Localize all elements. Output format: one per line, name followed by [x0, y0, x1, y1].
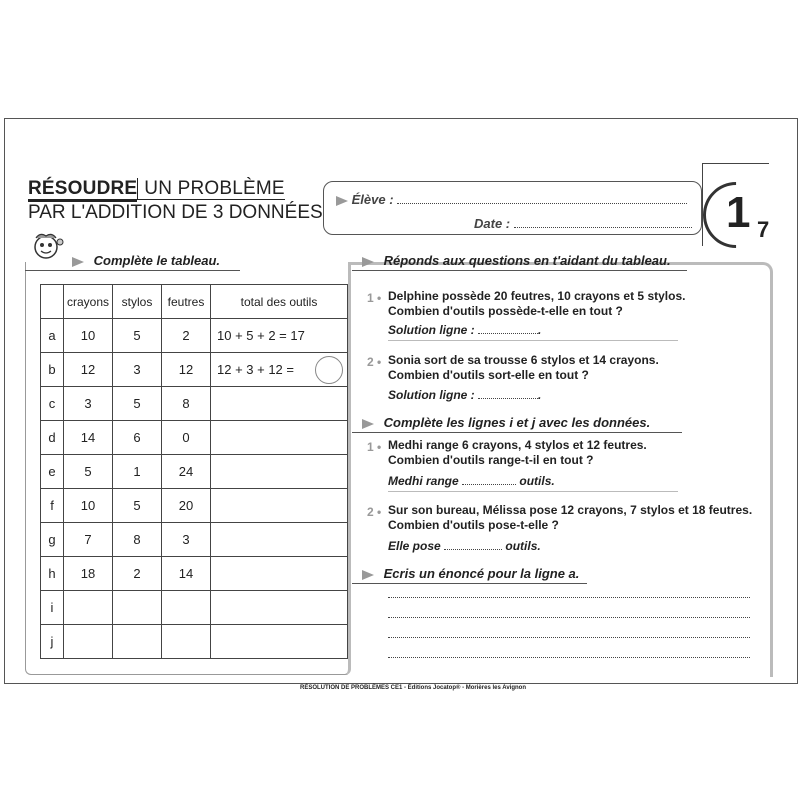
total-cell[interactable] [211, 421, 348, 455]
question-number: 1 [367, 291, 374, 305]
crayons-cell: 18 [64, 557, 113, 591]
student-name-field[interactable] [397, 194, 687, 204]
row-label-cell: g [41, 523, 64, 557]
stylos-cell [113, 591, 162, 625]
answer-label: Elle pose [388, 539, 441, 553]
divider [388, 340, 678, 341]
total-cell[interactable] [211, 455, 348, 489]
table-row [41, 591, 348, 625]
crayons-cell: 10 [64, 489, 113, 523]
table-header-row [41, 285, 348, 319]
stylos-cell: 5 [113, 319, 162, 353]
stylos-cell: 1 [113, 455, 162, 489]
question-line: Medhi range 6 crayons, 4 stylos et 12 feutres. [388, 438, 647, 452]
arrow-icon [362, 257, 374, 267]
answer-label: Solution ligne : [388, 323, 475, 337]
feutres-cell: 8 [162, 387, 211, 421]
question-3-text [388, 438, 647, 468]
question-4: 2 • [367, 505, 382, 519]
stylos-cell: 3 [113, 353, 162, 387]
feutres-cell: 20 [162, 489, 211, 523]
section1-title-text: Réponds aux questions en t'aidant du tableau. [383, 253, 671, 268]
stylos-cell [113, 625, 162, 659]
feutres-cell [162, 625, 211, 659]
total-cell[interactable]: 12 + 3 + 12 = [211, 353, 348, 387]
question-line: Sur son bureau, Mélissa pose 12 crayons, 7 stylos et 18 feutres. [388, 503, 753, 517]
divider [388, 491, 678, 492]
row-label-cell: a [41, 319, 64, 353]
row-label-cell: b [41, 353, 64, 387]
total-cell[interactable] [211, 591, 348, 625]
crayons-cell: 5 [64, 455, 113, 489]
section2-title-text: Complète les lignes i et j avec les données. [383, 415, 651, 430]
arrow-icon [362, 570, 374, 580]
row-label-cell: j [41, 625, 64, 659]
feutres-cell: 3 [162, 523, 211, 557]
stylos-cell: 6 [113, 421, 162, 455]
section1-underline [352, 270, 687, 271]
table-row [41, 557, 348, 591]
row-label-cell: d [41, 421, 64, 455]
crayons-cell [64, 591, 113, 625]
left-underline [25, 270, 240, 271]
row-label-cell: h [41, 557, 64, 591]
question-line: Combien d'outils possède-t-elle en tout ? [388, 304, 623, 318]
total-cell[interactable] [211, 523, 348, 557]
writing-line[interactable] [388, 617, 750, 618]
title-bold: RÉSOUDRE [28, 178, 137, 202]
table-row [41, 387, 348, 421]
writing-line[interactable] [388, 597, 750, 598]
question-1: 1 • [367, 291, 382, 305]
total-cell[interactable]: 10 + 5 + 2 = 17 [211, 319, 348, 353]
feutres-cell: 2 [162, 319, 211, 353]
question-2-text [388, 353, 659, 383]
student-name-row [336, 192, 687, 207]
question-number: 2 [367, 355, 374, 369]
total-cell[interactable] [211, 625, 348, 659]
crayons-cell: 10 [64, 319, 113, 353]
crayons-cell: 3 [64, 387, 113, 421]
stylos-cell: 8 [113, 523, 162, 557]
total-cell[interactable] [211, 557, 348, 591]
answer-1: Solution ligne : . [388, 323, 542, 337]
table-row [41, 625, 348, 659]
eleve-label: Élève : [351, 192, 394, 207]
header-cell [41, 285, 64, 319]
section3-title-text: Ecris un énoncé pour la ligne a. [383, 566, 580, 581]
question-line: Combien d'outils sort-elle en tout ? [388, 368, 589, 382]
feutres-cell: 0 [162, 421, 211, 455]
question-line: Delphine possède 20 feutres, 10 crayons et 5 stylos. [388, 289, 686, 303]
feutres-cell: 14 [162, 557, 211, 591]
data-table [40, 284, 348, 659]
sheet-number-main: 1 [726, 188, 751, 237]
crayons-cell: 12 [64, 353, 113, 387]
section2-underline [352, 432, 682, 433]
answer-field[interactable] [462, 476, 516, 485]
stylos-cell: 5 [113, 387, 162, 421]
question-line: Sonia sort de sa trousse 6 stylos et 14 crayons. [388, 353, 659, 367]
row-label-cell: e [41, 455, 64, 489]
answer-field[interactable] [478, 325, 538, 334]
table-row [41, 353, 348, 387]
section3-title [362, 566, 579, 581]
section1-title [362, 253, 671, 268]
section2-title [362, 415, 650, 430]
row-label-cell: c [41, 387, 64, 421]
feutres-cell: 12 [162, 353, 211, 387]
answer-field[interactable] [444, 541, 502, 550]
total-cell[interactable] [211, 489, 348, 523]
answer-circle[interactable] [315, 356, 343, 384]
crayons-cell: 7 [64, 523, 113, 557]
question-number: 1 [367, 440, 374, 454]
header-cell: feutres [162, 285, 211, 319]
question-1-text [388, 289, 685, 319]
section3-underline [352, 583, 587, 584]
feutres-cell: 24 [162, 455, 211, 489]
answer-suffix: outils. [505, 539, 541, 553]
answer-suffix: outils. [519, 474, 555, 488]
answer-4 [388, 539, 541, 553]
question-3: 1 • [367, 440, 382, 454]
crayons-cell [64, 625, 113, 659]
table-body [41, 319, 348, 659]
page-title-line1 [28, 178, 285, 200]
row-label-cell: f [41, 489, 64, 523]
table-row [41, 319, 348, 353]
question-4-text [388, 503, 752, 533]
question-number: 2 [367, 505, 374, 519]
left-instruction-text: Complète le tableau. [93, 253, 221, 268]
question-2: 2 • [367, 355, 382, 369]
row-label-cell: i [41, 591, 64, 625]
answer-field[interactable] [478, 390, 538, 399]
stylos-cell: 2 [113, 557, 162, 591]
answer-2: Solution ligne : . [388, 388, 542, 402]
left-instruction [72, 253, 220, 268]
date-label: Date : [474, 216, 511, 231]
crayons-cell: 14 [64, 421, 113, 455]
header-cell: total des outils [211, 285, 348, 319]
table-row [41, 455, 348, 489]
writing-line[interactable] [388, 637, 750, 638]
sheet-number-sub: 7 [757, 217, 770, 242]
question-line: Combien d'outils range-t-il en tout ? [388, 453, 594, 467]
arrow-icon [362, 419, 374, 429]
table-row [41, 489, 348, 523]
title-rest: UN PROBLÈME [137, 178, 285, 200]
answer-label: Solution ligne : [388, 388, 475, 402]
header-cell: crayons [64, 285, 113, 319]
date-field[interactable] [514, 218, 692, 228]
mascot-illustration [30, 232, 66, 262]
page-title-line2: PAR L'ADDITION DE 3 DONNÉES [28, 202, 323, 223]
table-row [41, 523, 348, 557]
footer-credit: RÉSOLUTION DE PROBLÈMES CE1 - Éditions Jocatop® - Morières les Avignon [300, 685, 527, 691]
arrow-icon [72, 257, 84, 267]
answer-label: Medhi range [388, 474, 459, 488]
header-cell: stylos [113, 285, 162, 319]
date-row [474, 216, 692, 231]
answer-3 [388, 474, 555, 488]
total-cell[interactable] [211, 387, 348, 421]
feutres-cell [162, 591, 211, 625]
stylos-cell: 5 [113, 489, 162, 523]
table-row [41, 421, 348, 455]
arrow-icon [336, 196, 348, 206]
writing-line[interactable] [388, 657, 750, 658]
question-line: Combien d'outils pose-t-elle ? [388, 518, 559, 532]
